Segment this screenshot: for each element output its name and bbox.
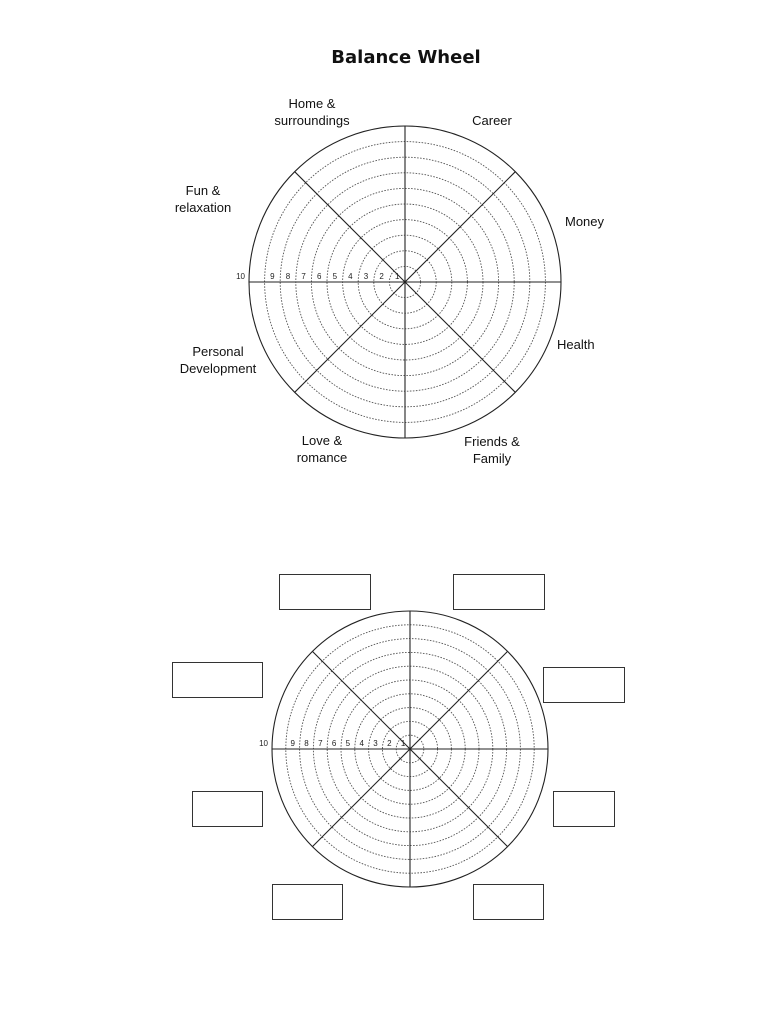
scale-label-10: 10: [259, 739, 268, 748]
scale-label-9: 9: [270, 272, 275, 281]
category-money: Money: [565, 214, 605, 229]
scale-label-1: 1: [394, 272, 400, 281]
balance-wheel-blank: [259, 611, 548, 887]
page-title: Balance Wheel: [331, 47, 481, 68]
scale-label-4: 4: [348, 272, 353, 281]
category-fun-relaxation: Fun & relaxation: [174, 183, 232, 215]
wheel-spoke: [410, 651, 508, 749]
wheel-spoke: [312, 749, 410, 847]
scale-label-10: 10: [236, 272, 245, 281]
scale-label-4: 4: [359, 739, 364, 748]
category-personal-development: Personal Development: [179, 344, 257, 376]
category-career: Career: [472, 113, 512, 128]
scale-label-5: 5: [345, 739, 351, 748]
scale-label-8: 8: [304, 739, 309, 748]
scale-label-9: 9: [290, 739, 295, 748]
blank-label-box[interactable]: [543, 667, 625, 703]
scale-label-2: 2: [379, 272, 384, 281]
category-friends-family: Friends & Family: [464, 434, 520, 466]
scale-label-8: 8: [285, 272, 291, 281]
scale-label-3: 3: [363, 272, 369, 281]
category-health: Health: [557, 337, 595, 352]
blank-label-box[interactable]: [453, 574, 545, 610]
balance-wheel-labeled: [236, 126, 561, 438]
scale-label-2: 2: [387, 739, 392, 748]
scale-label-6: 6: [331, 739, 337, 748]
scale-label-7: 7: [301, 272, 306, 281]
blank-label-box[interactable]: [272, 884, 343, 920]
scale-label-5: 5: [332, 272, 338, 281]
category-love-romance: Love & romance: [296, 433, 348, 465]
blank-label-box[interactable]: [279, 574, 371, 610]
category-home-surroundings: Home & surroundings: [274, 96, 350, 128]
scale-label-3: 3: [373, 739, 378, 748]
blank-label-box[interactable]: [172, 662, 263, 698]
scale-label-7: 7: [318, 739, 323, 748]
blank-label-box[interactable]: [553, 791, 615, 827]
blank-label-box[interactable]: [473, 884, 544, 920]
blank-label-box[interactable]: [192, 791, 263, 827]
scale-label-6: 6: [316, 272, 322, 281]
scale-label-1: 1: [400, 739, 406, 748]
